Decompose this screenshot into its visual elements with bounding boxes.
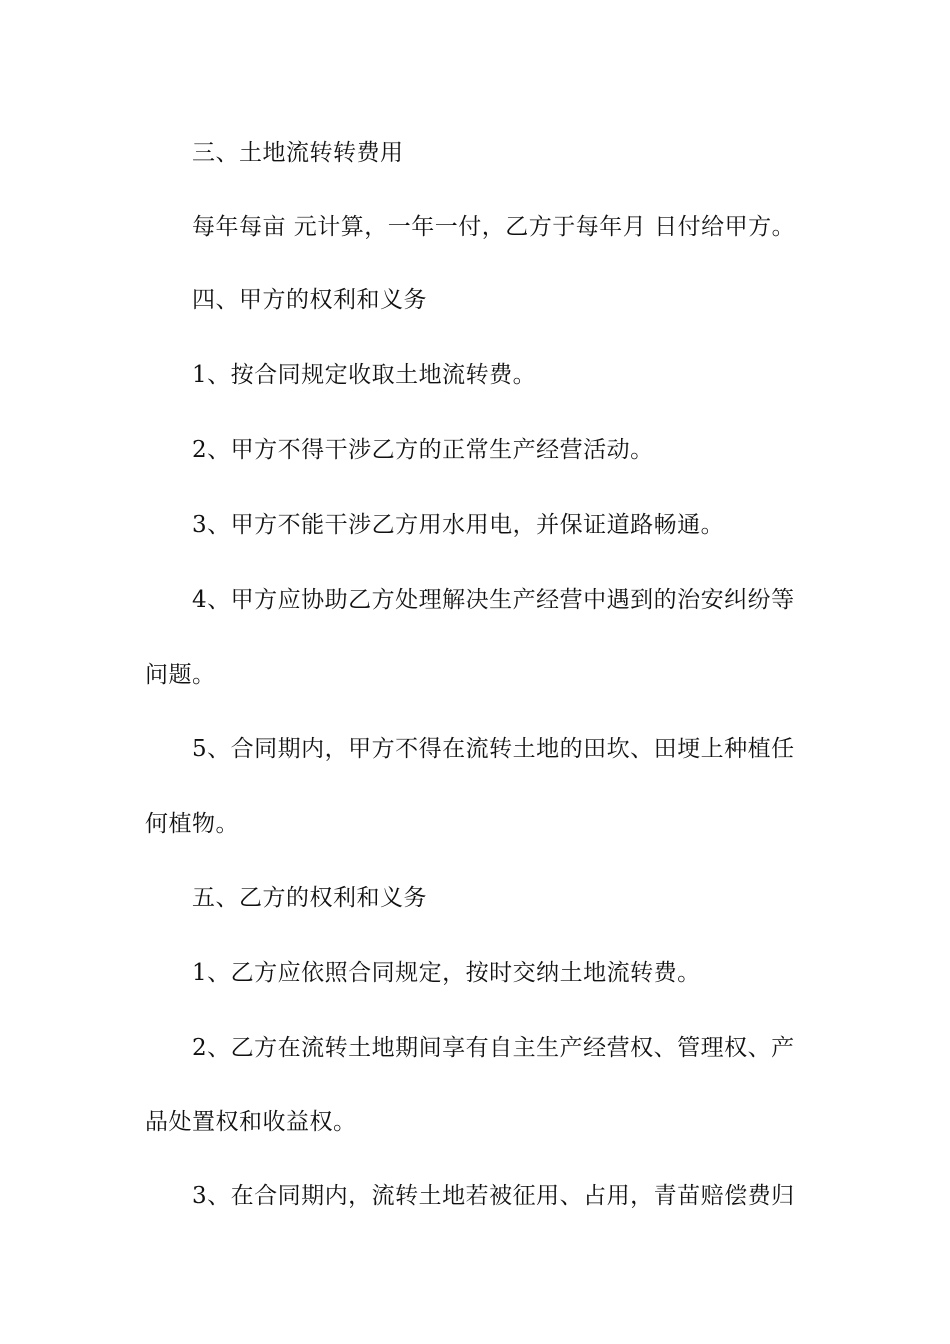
party-a-item-5: 5、合同期内，甲方不得在流转土地的田坎、田埂上种植任	[192, 736, 795, 762]
party-a-item-4-continuation: 问题。	[145, 662, 216, 688]
party-a-item-1: 1、按合同规定收取土地流转费。	[192, 362, 537, 388]
party-b-item-1: 1、乙方应依照合同规定，按时交纳土地流转费。	[192, 960, 701, 986]
paragraph-fee-terms: 每年每亩 元计算，一年一付，乙方于每年月 日付给甲方。	[192, 214, 796, 240]
party-a-item-5-continuation: 何植物。	[145, 811, 239, 837]
section-heading-party-a-rights: 四、甲方的权利和义务	[192, 287, 427, 313]
party-a-item-3: 3、甲方不能干涉乙方用水用电，并保证道路畅通。	[192, 512, 725, 538]
section-heading-party-b-rights: 五、乙方的权利和义务	[192, 885, 427, 911]
party-b-item-2: 2、乙方在流转土地期间享有自主生产经营权、管理权、产	[192, 1035, 795, 1061]
party-a-item-4: 4、甲方应协助乙方处理解决生产经营中遇到的治安纠纷等	[192, 587, 795, 613]
section-heading-land-transfer-fee: 三、土地流转转费用	[192, 140, 404, 166]
party-a-item-2: 2、甲方不得干涉乙方的正常生产经营活动。	[192, 437, 654, 463]
party-b-item-2-continuation: 品处置权和收益权。	[145, 1109, 357, 1135]
party-b-item-3: 3、在合同期内，流转土地若被征用、占用，青苗赔偿费归	[192, 1183, 795, 1209]
